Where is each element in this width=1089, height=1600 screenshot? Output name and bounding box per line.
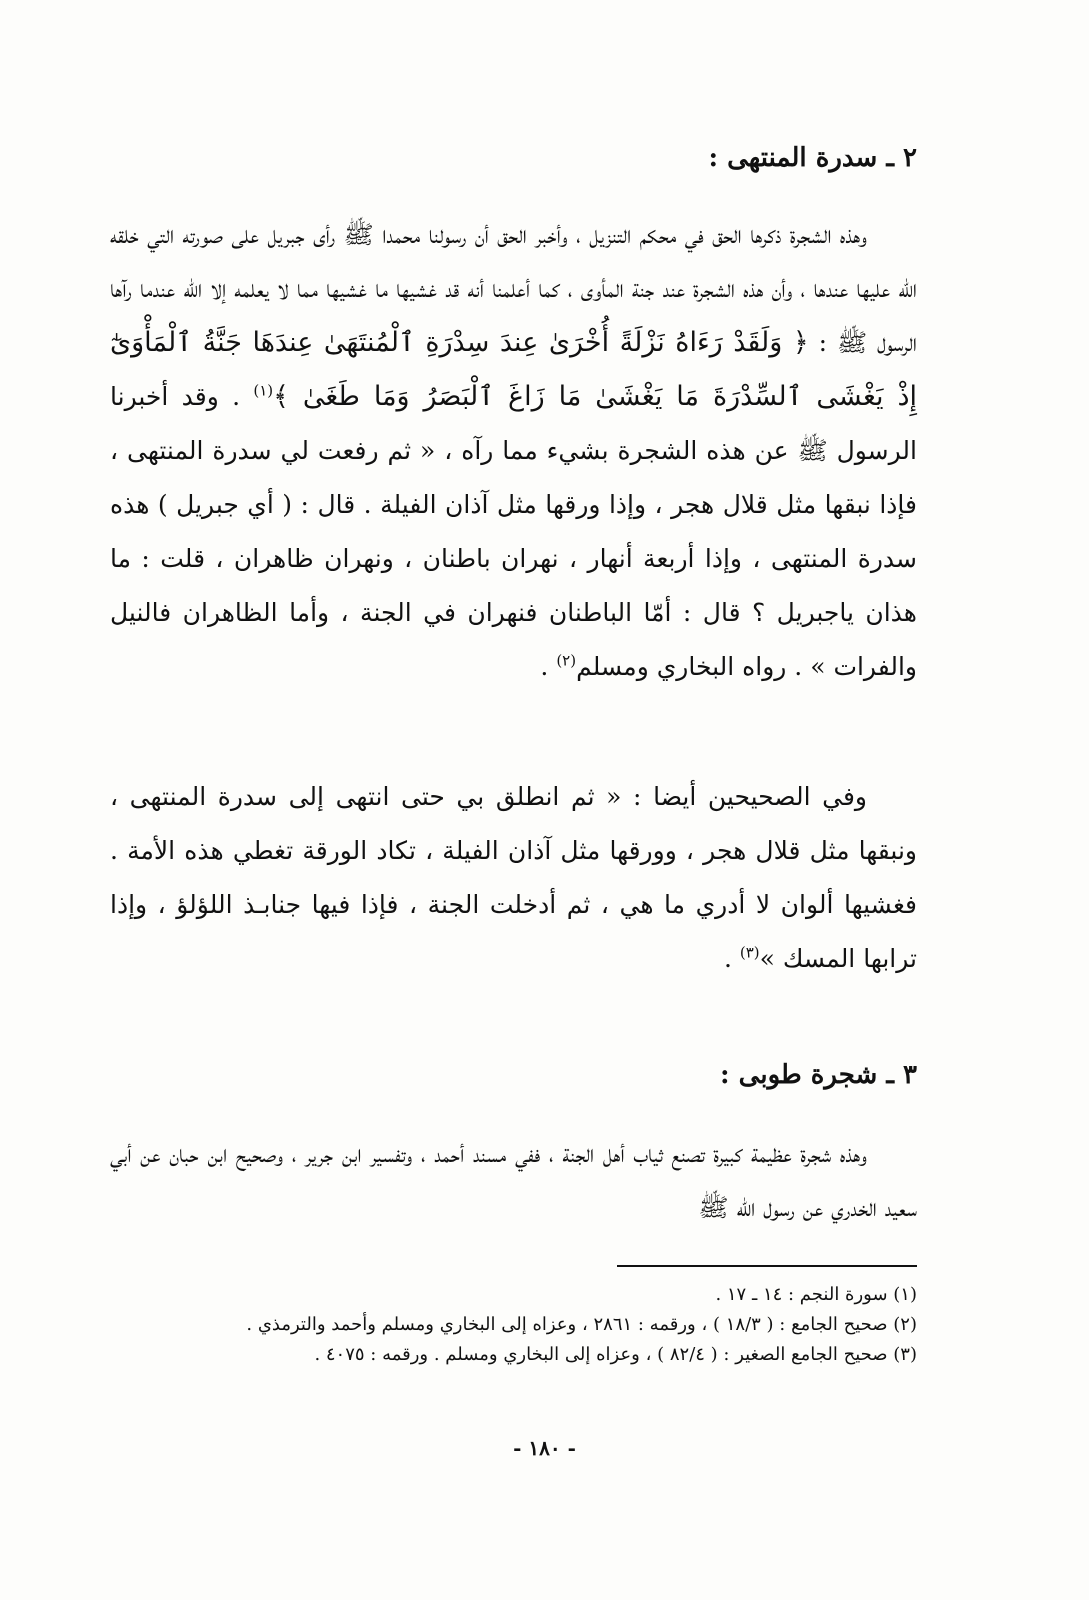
section-body-sahihayn: [110, 770, 917, 986]
section-body-sidrat: [110, 208, 917, 694]
footnote-ref-3: (٣): [739, 943, 760, 962]
paragraph-text: . وقد أخبرنا الرسول ﷺ عن هذه الشجرة بشيء مما رآه ، « ثم رفعت لي سدرة المنتهى ، فإذا نبقها مثل قلال هجر ، وإذا ورقها مثل آذان الفيلة . قال : ( أي جبريل ) هذه سدرة المنتهى ، وإذا أربعة أنهار ، نهران باطنان ، ونهران ظاهران ، قلت : ما هذان ياجبريل ؟ قال : أمّا الباطنان فنهران في الجنة ، وأما الظاهران فالنيل والفرات » . رواه البخاري ومسلم: [110, 382, 917, 681]
footnote-3: (٣) صحيح الجامع الصغير : ( ٨٢/٤ ) ، وعزاه إلى البخاري ومسلم . ورقمه : ٤٠٧٥ .: [314, 1344, 917, 1365]
paragraph-text: وهذه الشجرة ذكرها الحق في محكم التنزيل ، وأخبر الحق أن رسولنا محمدا ﷺ رأى جبريل على صورته التي خلقه الله عليها عندها ، وأن هذه الشجرة عند جنة المأوى ، كما أعلمنا أنه قد غشيها ما غشيها مما لا يعلمه إلا الله عندما رآها الرسول ﷺ :: [110, 220, 917, 357]
section-heading-sidrat-al-muntaha: ٢ ـ سدرة المنتهى :: [708, 143, 917, 173]
paragraph-end: .: [723, 944, 732, 973]
paragraph-tuba: [110, 1127, 917, 1235]
footnote-ref-1: (١): [253, 381, 274, 400]
paragraph-text: وفي الصحيحين أيضا : « ثم انطلق بي حتى انتهى إلى سدرة المنتهى ، ونبقها مثل قلال هجر ، وورقها مثل آذان الفيلة ، تكاد الورقة تغطي هذه الأمة . فغشيها ألوان لا أدري ما هي ، ثم أدخلت الجنة ، فإذا فيها جنابـذ اللؤلؤ ، وإذا ترابها المسك »: [110, 782, 917, 973]
paragraph-sahihayn: [110, 770, 917, 986]
paragraph-sidrat-description: [110, 208, 917, 694]
footnote-ref-2: (٢): [556, 651, 577, 670]
quran-verse: ﴿ وَلَقَدْ رَءَاهُ نَزْلَةً أُخْرَىٰ عِندَ سِدْرَةِ ٱلْمُنتَهَىٰ عِندَهَا جَنَّةُ ٱلْمَأْوَىٰٓ إِذْ يَغْشَى ٱلسِّدْرَةَ مَا يَغْشَىٰ مَا زَاغَ ٱلْبَصَرُ وَمَا طَغَىٰ ﴾: [110, 327, 917, 412]
footnote-2: (٢) صحيح الجامع : ( ١٨/٣ ) ، ورقمه : ٢٨٦١ ، وعزاه إلى البخاري ومسلم وأحمد والترمذي .: [246, 1314, 917, 1335]
footnote-1: (١) سورة النجم : ١٤ ـ ١٧ .: [715, 1284, 917, 1305]
section-body-tuba: [110, 1127, 917, 1235]
paragraph-text: وهذه شجرة عظيمة كبيرة تصنع ثياب أهل الجنة ، ففي مسند أحمد ، وتفسير ابن جرير ، وصحيح ابن حبان عن أبي سعيد الخدري عن رسول الله ﷺ: [110, 1139, 917, 1222]
page-number: - ١٨٠ -: [513, 1436, 576, 1460]
section-heading-tuba-tree: ٣ ـ شجرة طوبى :: [720, 1060, 917, 1090]
footnote-divider: [617, 1265, 917, 1267]
footnotes: [110, 1280, 917, 1370]
paragraph-end: .: [540, 652, 549, 681]
